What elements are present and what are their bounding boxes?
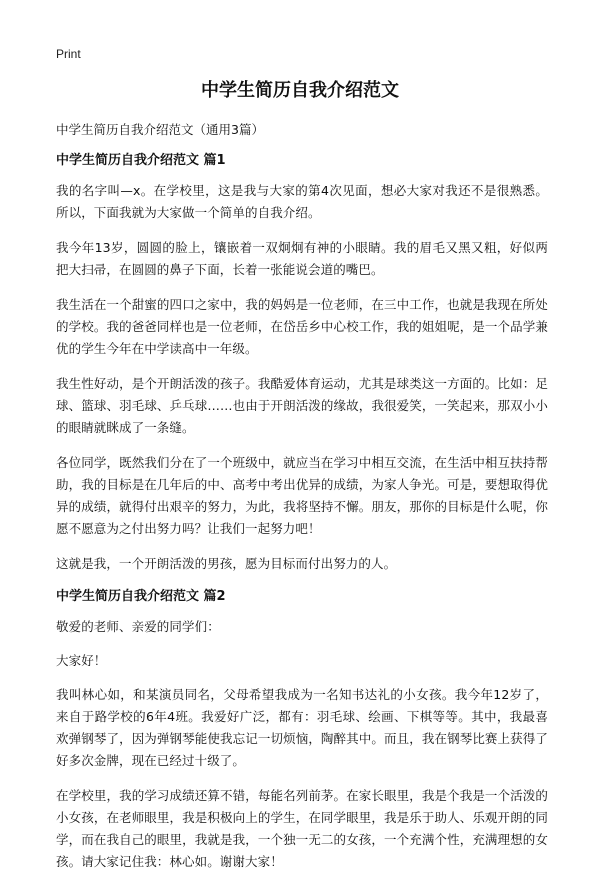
page-title: 中学生简历自我介绍范文 bbox=[201, 80, 399, 101]
document-subtitle: 中学生简历自我介绍范文（通用3篇） bbox=[56, 122, 264, 137]
section-1 bbox=[56, 152, 548, 575]
section-2 bbox=[56, 588, 548, 873]
paragraph: 这就是我，一个开朗活泼的男孩，愿为目标而付出努力的人。 bbox=[56, 556, 397, 571]
paragraph: 在学校里，我的学习成绩还算不错，每能名列前茅。在家长眼里，我是个我是一个活泼的小女孩，在老师眼里，我是积极向上的学生，在同学眼里，我是乐于助人、乐观开朗的同学，而在我自己的眼里，我就是我，一个独一无二的女孩，一个充满个性，充满理想的女孩。请大家记住我：林心如。谢谢大家！ bbox=[56, 788, 548, 869]
paragraph: 我生性好动，是个开朗活泼的孩子。我酷爱体育运动，尤其是球类这一方面的。比如：足球、篮球、羽毛球、乒乓球……也由于开朗活泼的缘故，我很爱笑，一笑起来，那双小小的眼睛就眯成了一条缝。 bbox=[56, 376, 548, 435]
greeting-line: 大家好！ bbox=[56, 653, 107, 668]
paragraph: 我的名字叫—x。在学校里，这是我与大家的第4次见面，想必大家对我还不是很熟悉。所以，下面我就为大家做一个简单的自我介绍。 bbox=[56, 183, 548, 220]
print-link[interactable]: Print bbox=[56, 47, 81, 61]
greeting-line: 敬爱的老师、亲爱的同学们： bbox=[56, 619, 220, 634]
document-body bbox=[56, 121, 548, 886]
paragraph: 我今年13岁，圆圆的脸上，镶嵌着一双炯炯有神的小眼睛。我的眉毛又黑又粗，好似两把大扫帚，在圆圆的鼻子下面，长着一张能说会道的嘴巴。 bbox=[56, 240, 548, 277]
section-heading: 中学生简历自我介绍范文 篇2 bbox=[56, 589, 226, 604]
paragraph: 我生活在一个甜蜜的四口之家中，我的妈妈是一位老师，在三中工作，也就是我现在所处的学校。我的爸爸同样也是一位老师，在岱岳乡中心校工作，我的姐姐呢，是一个品学兼优的学生今年在中学读高中一年级。 bbox=[56, 297, 548, 356]
paragraph: 各位同学，既然我们分在了一个班级中，就应当在学习中相互交流，在生活中相互扶持帮助，我的目标是在几年后的中、高考中考出优异的成绩，为家人争光。可是，要想取得优异的成绩，就得付出艰辛的努力，为此，我将坚持不懈。朋友，那你的目标是什么呢，你愿不愿意为之付出努力吗？让我们一起努力吧！ bbox=[56, 455, 548, 536]
paragraph: 我叫林心如，和某演员同名，父母希望我成为一名知书达礼的小女孩。我今年12岁了，来自于路学校的6年4班。我爱好广泛，都有：羽毛球、绘画、下棋等等。其中，我最喜欢弹钢琴了，因为弹钢琴能使我忘记一切烦恼，陶醉其中。而且，我在钢琴比赛上获得了好多次金牌，现在已经过十级了。 bbox=[56, 687, 548, 768]
section-heading: 中学生简历自我介绍范文 篇1 bbox=[56, 153, 226, 168]
